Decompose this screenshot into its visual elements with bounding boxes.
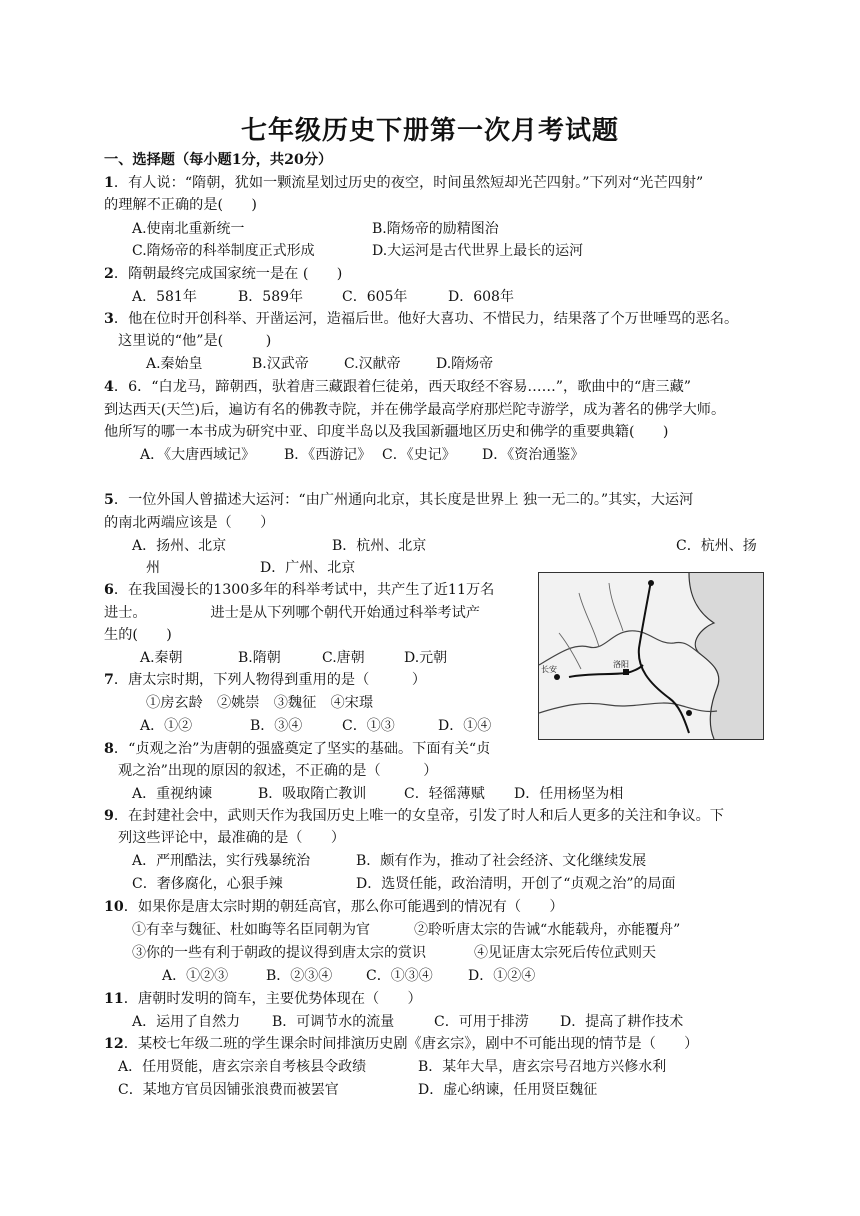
option-b: B．某年大旱，唐玄宗号召地方兴修水利	[418, 1059, 667, 1075]
question-text: ．“贞观之治”为唐朝的强盛奠定了坚实的基础。下面有关“贞	[113, 741, 491, 757]
option-c: C．奢侈腐化，心狠手辣	[132, 876, 283, 892]
question-number: 7	[104, 672, 114, 688]
option-a: A．任用贤能，唐玄宗亲自考核县令政绩	[118, 1059, 367, 1075]
question-text: ．某校七年级二班的学生课余时间排演历史剧《唐玄宗》，剧中不可能出现的情节是（ ）	[123, 1036, 699, 1052]
option-a: A．重视纳谏	[132, 786, 213, 802]
question-number: 10	[104, 899, 124, 915]
question-1-line-2: 的理解不正确的是( )	[104, 197, 257, 213]
question-text: ．唐朝时发明的筒车，主要优势体现在（ ）	[123, 991, 422, 1007]
option-d: D.大运河是古代世界上最长的运河	[372, 243, 584, 259]
option-d: D．①②④	[468, 968, 536, 984]
option-d: D．608年	[448, 289, 514, 305]
map-label-changan: 长安	[541, 665, 557, 674]
option-b: B．可调节水的流量	[272, 1014, 395, 1030]
option-c: C．杭州、扬	[676, 538, 757, 554]
question-9-line-1	[104, 806, 724, 826]
option-b: B．589年	[238, 289, 304, 305]
option-a: A．运用了自然力	[132, 1014, 241, 1030]
question-number: 2	[104, 266, 114, 282]
option-a: A．581年	[132, 289, 197, 305]
question-number: 1	[104, 175, 114, 191]
option-b: B．《西游记》	[284, 447, 372, 463]
option-b: B.汉武帝	[252, 356, 309, 372]
question-8-line-2: 观之治”出现的原因的叙述，不正确的是（ ）	[118, 763, 438, 779]
grand-canal-map-image	[538, 572, 764, 740]
question-text: ．6．“白龙马，蹄朝西，驮着唐三藏跟着仨徒弟，西天取经不容易……”，歌曲中的“唐三藏”	[113, 379, 692, 395]
question-text: ．在封建社会中，武则天作为我国历史上唯一的女皇帝，引发了时人和后人更多的关注和争议。下	[113, 808, 724, 824]
option-a: A．《大唐西域记》	[140, 447, 256, 463]
option-d: D．任用杨坚为相	[514, 786, 624, 802]
question-4-line-3: 他所写的哪一本书成为研究中亚、印度半岛以及我国新疆地区历史和佛学的重要典籍( )	[104, 424, 669, 440]
option-a: A.秦朝	[140, 650, 183, 666]
statement-4: ④见证唐太宗死后传位武则天	[474, 945, 656, 961]
option-c: C．可用于排涝	[434, 1014, 529, 1030]
option-d: D．选贤任能，政治清明，开创了“贞观之治”的局面	[356, 876, 676, 892]
question-8-line-1	[104, 739, 490, 759]
question-text: ．隋朝最终完成国家统一是在 ( )	[113, 266, 343, 282]
question-text: ．唐太宗时期，下列人物得到重用的是（ ）	[113, 672, 427, 688]
option-d: D．虚心纳谏，任用贤臣魏征	[418, 1082, 598, 1098]
question-6-line-1	[104, 580, 494, 600]
option-b: B．颇有作为，推动了社会经济、文化继续发展	[356, 853, 647, 869]
question-5-line-1	[104, 490, 693, 510]
option-b: B．③④	[250, 718, 303, 734]
question-11-line-1	[104, 989, 422, 1009]
option-c: C．《史记》	[382, 447, 456, 463]
question-6-line-3: 生的( )	[104, 627, 172, 643]
question-4-line-1	[104, 377, 691, 397]
question-text: ．在我国漫长的1300多年的科举考试中，共产生了近11万名	[113, 582, 495, 598]
question-number: 3	[104, 311, 114, 327]
option-b: B．②③④	[266, 968, 333, 984]
option-c: C．①③④	[366, 968, 433, 984]
option-b: B．杭州、北京	[332, 538, 427, 554]
option-c: C．①③	[342, 718, 395, 734]
question-1-line-1	[104, 173, 703, 193]
option-c: C．605年	[342, 289, 408, 305]
question-7-statements: ①房玄龄 ②姚崇 ③魏征 ④宋璟	[146, 695, 374, 711]
option-c: C.唐朝	[322, 650, 365, 666]
option-c: C．某地方官员因铺张浪费而被罢官	[118, 1082, 339, 1098]
question-number: 6	[104, 582, 114, 598]
option-d: D.隋炀帝	[436, 356, 494, 372]
question-number: 11	[104, 991, 124, 1007]
option-a: A．严刑酷法，实行残暴统治	[132, 853, 311, 869]
option-a: A.秦始皇	[146, 356, 203, 372]
option-b: B．吸取隋亡教训	[258, 786, 367, 802]
question-text: ．他在位时开创科举、开凿运河，造福后世。他好大喜功、不惜民力，结果落了个万世唾骂的恶名。	[113, 311, 739, 327]
map-label-luoyang: 洛阳	[613, 660, 629, 669]
exam-title: 七年级历史下册第一次月考试题	[240, 116, 619, 146]
statement-3: ③你的一些有利于朝政的提议得到唐太宗的赏识	[132, 945, 426, 961]
question-3-line-1	[104, 309, 738, 329]
section-heading: 一、选择题（每小题1分，共20分）	[104, 152, 333, 168]
option-c: C．轻徭薄赋	[404, 786, 485, 802]
map-drawing	[539, 573, 763, 739]
option-d: D．广州、北京	[260, 560, 356, 576]
option-d: D．提高了耕作技术	[560, 1014, 684, 1030]
option-b: B.隋朝	[238, 650, 281, 666]
option-a: A.使南北重新统一	[132, 221, 245, 237]
question-2-line-1	[104, 264, 342, 284]
question-number: 4	[104, 379, 114, 395]
question-4-line-2: 到达西天(天竺)后，遍访有名的佛教寺院，并在佛学最高学府那烂陀寺游学，成为著名的佛学大师。	[104, 402, 726, 418]
option-d: D.元朝	[404, 650, 448, 666]
option-c: C.汉献帝	[344, 356, 401, 372]
option-b: B.隋炀帝的励精图治	[372, 221, 499, 237]
question-number: 5	[104, 492, 114, 508]
question-number: 12	[104, 1036, 124, 1052]
question-7-line-1	[104, 670, 426, 690]
question-6-line-2: 进士。 进士是从下列哪个朝代开始通过科举考试产	[104, 605, 480, 621]
question-10-line-1	[104, 897, 564, 917]
question-5-line-2: 的南北两端应该是（ ）	[104, 515, 275, 531]
question-number: 9	[104, 808, 114, 824]
question-text: ．一位外国人曾描述大运河：“由广州通向北京，其长度是世界上 独一无二的。”其实，大运河	[113, 492, 694, 508]
question-3-line-2: 这里说的“他”是( )	[118, 333, 272, 349]
statement-1: ①有幸与魏征、杜如晦等名臣同朝为官	[132, 922, 370, 938]
question-number: 8	[104, 741, 114, 757]
question-12-line-1	[104, 1034, 698, 1054]
option-a: A．①②③	[162, 968, 229, 984]
option-d: D．《资治通鉴》	[482, 447, 585, 463]
question-text: ．如果你是唐太宗时期的朝廷高官，那么你可能遇到的情况有（ ）	[123, 899, 564, 915]
option-a: A．①②	[140, 718, 193, 734]
option-c: C.隋炀帝的科举制度正式形成	[132, 243, 315, 259]
question-text: ．有人说：“隋朝，犹如一颗流星划过历史的夜空，时间虽然短却光芒四射。”下列对“光芒四射”	[113, 175, 704, 191]
option-c-continued: 州	[146, 560, 160, 576]
option-a: A．扬州、北京	[132, 538, 227, 554]
question-9-line-2: 列这些评论中，最准确的是（ ）	[118, 830, 346, 846]
option-d: D．①④	[438, 718, 492, 734]
statement-2: ②聆听唐太宗的告诫“水能载舟，亦能覆舟”	[414, 922, 681, 938]
